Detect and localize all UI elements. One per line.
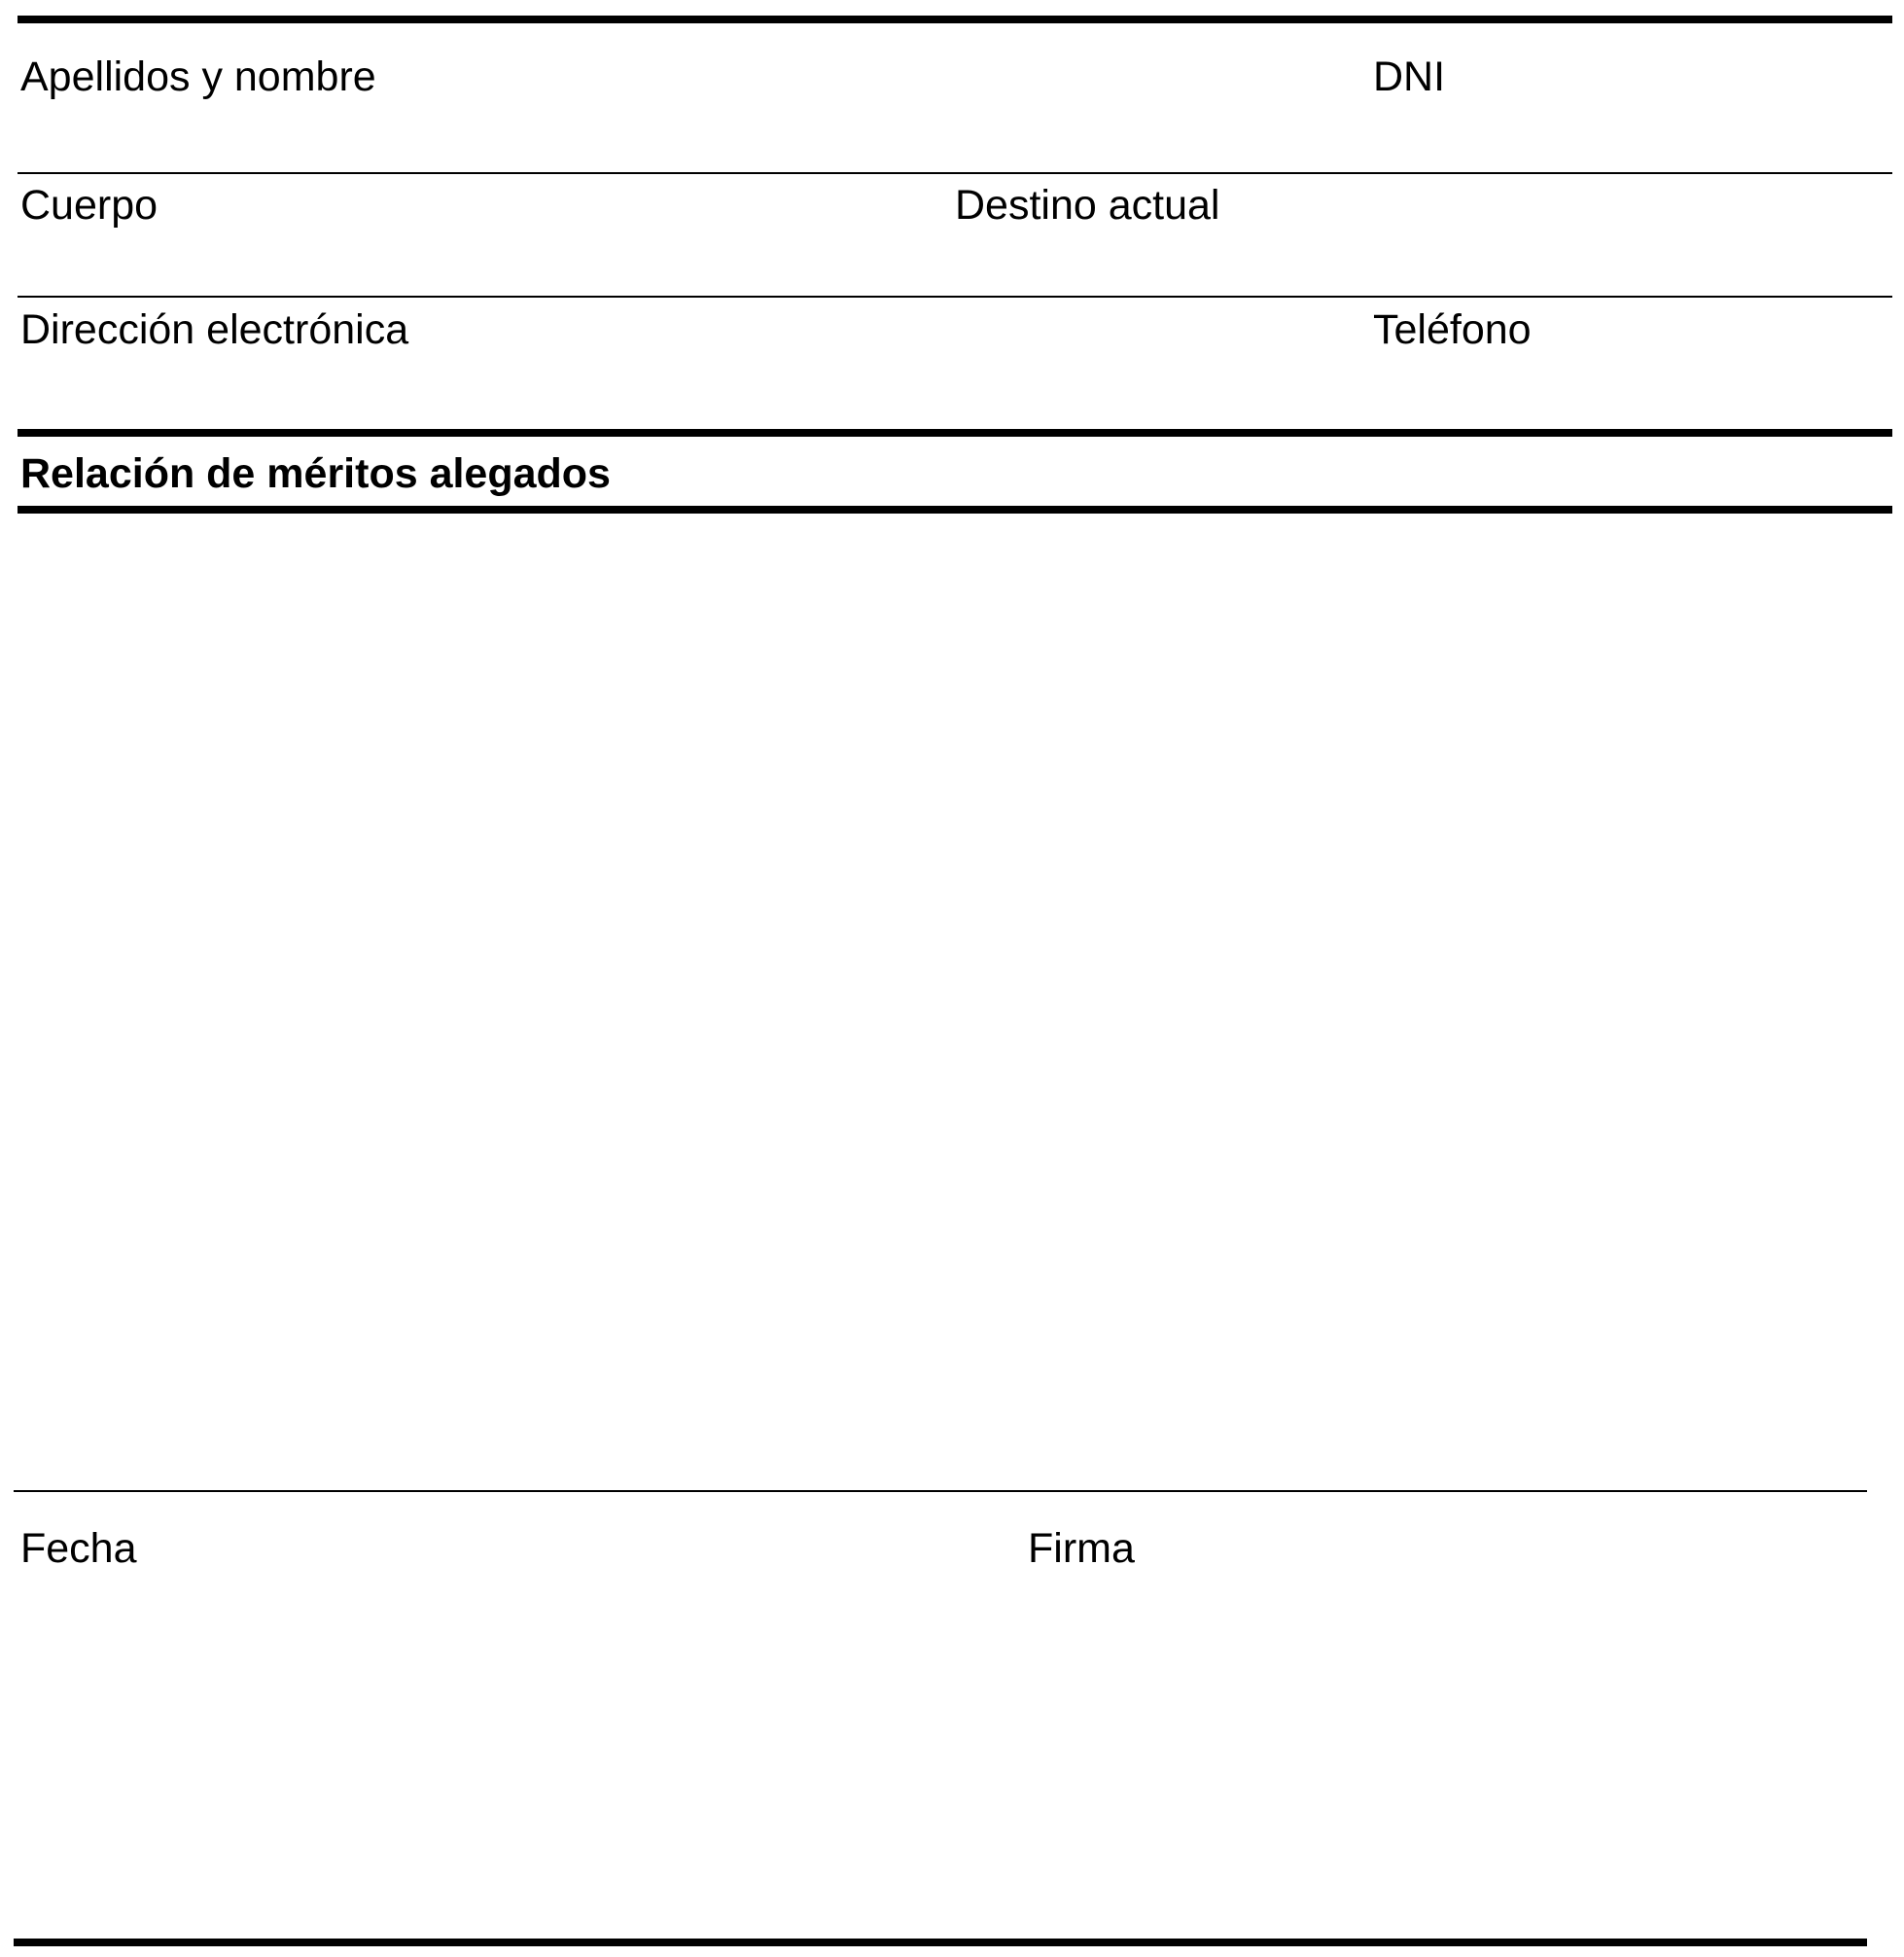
body-label: Cuerpo: [20, 182, 159, 229]
merits-top-rule: [18, 429, 1892, 437]
signature-area: [18, 1585, 1865, 1926]
name-row-divider: [18, 172, 1892, 174]
top-rule: [18, 16, 1892, 23]
dni-label: DNI: [1373, 53, 1446, 100]
name-label: Apellidos y nombre: [20, 53, 376, 100]
signature-top-rule: [14, 1490, 1867, 1492]
email-label: Dirección electrónica: [20, 306, 409, 353]
bottom-rule: [14, 1939, 1867, 1946]
merits-bottom-rule: [18, 506, 1892, 514]
date-label: Fecha: [20, 1525, 137, 1572]
destination-label: Destino actual: [955, 182, 1220, 229]
body-row-divider: [18, 296, 1892, 298]
phone-label: Teléfono: [1373, 306, 1532, 353]
merits-area: [18, 514, 1892, 1485]
merits-heading: Relación de méritos alegados: [20, 450, 611, 497]
signature-label: Firma: [1028, 1525, 1135, 1572]
